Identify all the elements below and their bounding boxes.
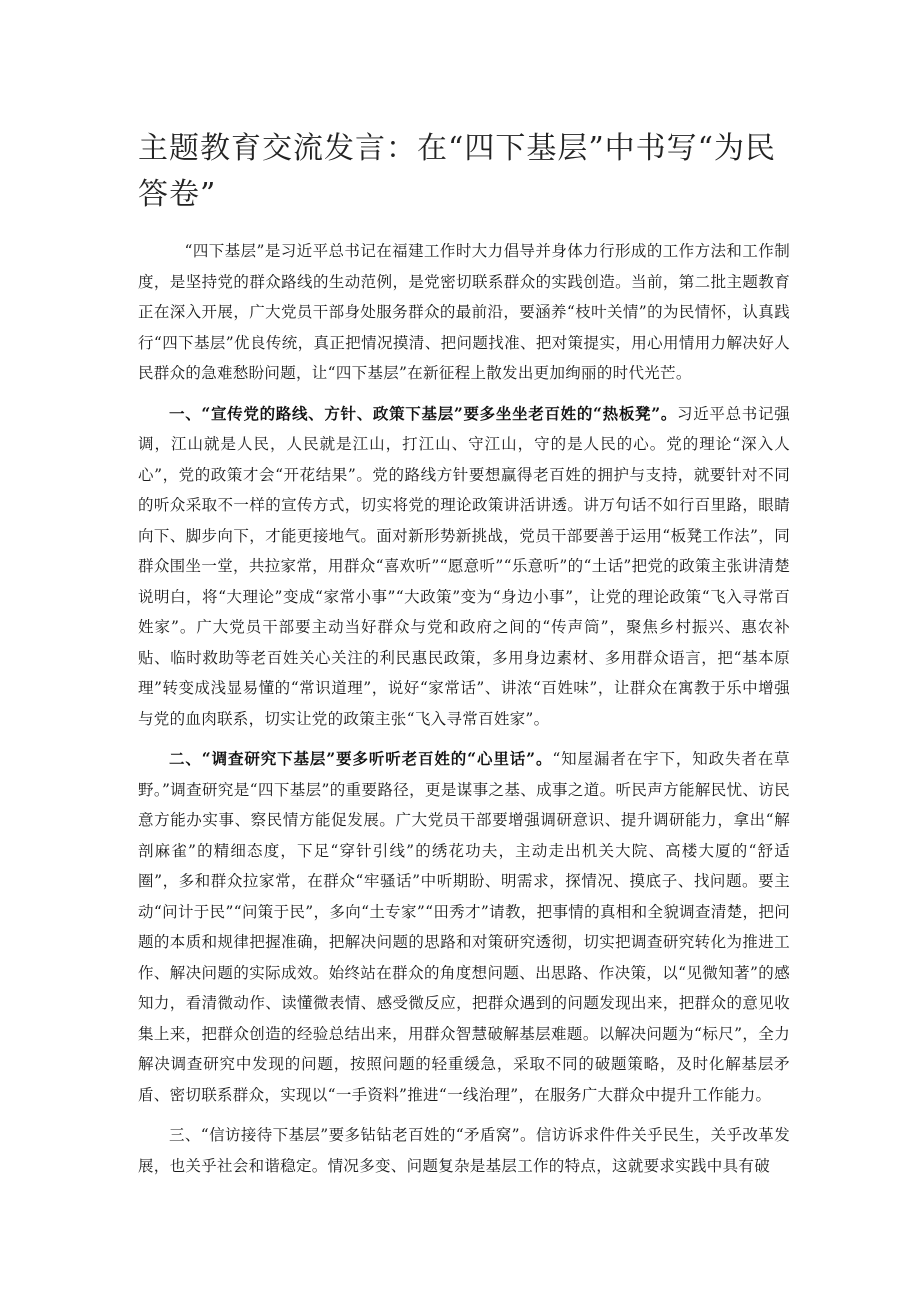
section-3-paragraph bbox=[138, 1120, 790, 1181]
section-2-paragraph bbox=[138, 744, 790, 1110]
section-1-paragraph bbox=[138, 399, 790, 735]
paragraph-text: “四下基层”是习近平总书记在福建工作时大力倡导并身体力行形成的工作方法和工作制度，是坚持党的群众路线的生动范例，是党密切联系群众的实践创造。当前，第二批主题教育正在深入开展，广大党员干部身处服务群众的最前沿，要涵养“枝叶关情”的为民情怀，认真践行“四下基层”优良传统，真正把情况摸清、把问题找准、把对策提实，用心用情用力解决好人民群众的急难愁盼问题，让“四下基层”在新征程上散发出更加绚丽的时代光芒。 bbox=[138, 242, 790, 382]
intro-paragraph bbox=[138, 236, 790, 389]
document-body bbox=[138, 236, 790, 1191]
paragraph-text: 习近平总书记强调，江山就是人民，人民就是江山，打江山、守江山，守的是人民的心。党的理论“深入人心”，党的政策才会“开花结果”。党的路线方针要想赢得老百姓的拥护与支持，就要针对不同的听众采取不一样的宣传方式，切实将党的理论政策讲活讲透。讲万句话不如行百里路，眼睛向下、脚步向下，才能更接地气。面对新形势新挑战，党员干部要善于运用“板凳工作法”，同群众围坐一堂，共拉家常，用群众“喜欢听”“愿意听”“乐意听”的“土话”把党的政策主张讲清楚说明白，将“大理论”变成“家常小事”“大政策”变为“身边小事”，让党的理论政策“飞入寻常百姓家”。广大党员干部要主动当好群众与党和政府之间的“传声筒”，聚焦乡村振兴、惠农补贴、临时救助等老百姓关心关注的利民惠民政策，多用身边素材、多用群众语言，把“基本原理”转变成浅显易懂的“常识道理”，说好“家常话”、讲浓“百姓味”，让群众在寓教于乐中增强与党的血肉联系，切实让党的政策主张“飞入寻常百姓家”。 bbox=[138, 404, 790, 728]
document-title: 主题教育交流发言：在“四下基层”中书写“为民答卷” bbox=[138, 131, 777, 212]
paragraph-text: “知屋漏者在宇下，知政失者在草野。”调查研究是“四下基层”的重要路径，更是谋事之基、成事之道。听民声方能解民忧、访民意方能办实事、察民情方能促发展。广大党员干部要增强调研意识、提升调研能力，拿出“解剖麻雀”的精细态度，下足“穿针引线”的绣花功夫，主动走出机关大院、高楼大厦的“舒适圈”，多和群众拉家常，在群众“牢骚话”中听期盼、明需求，探情况、摸底子、找问题。要主动“问计于民”“问策于民”，多向“土专家”“田秀才”请教，把事情的真相和全貌调查清楚，把问题的本质和规律把握准确，把解决问题的思路和对策研究透彻，切实把调查研究转化为推进工作、解决问题的实际成效。始终站在群众的角度想问题、出思路、作决策，以“见微知著”的感知力，看清微动作、读懂微表情、感受微反应，把群众遇到的问题发现出来，把群众的意见收集上来，把群众创造的经验总结出来，用群众智慧破解基层难题。以解决问题为“标尺”，全力解决调查研究中发现的问题，按照问题的轻重缓急，采取不同的破题策略，及时化解基层矛盾、密切联系群众，实现以“一手资料”推进“一线治理”，在服务广大群众中提升工作能力。 bbox=[138, 750, 790, 1104]
section-2-heading: 二、“调查研究下基层”要多听听老百姓的“心里话”。 bbox=[169, 749, 553, 768]
paragraph-text: 三、“信访接待下基层”要多钻钻老百姓的“矛盾窝”。信访诉求件件关乎民生，关乎改革发展，也关乎社会和谐稳定。情况多变、问题复杂是基层工作的特点，这就要求实践中具有破 bbox=[138, 1126, 790, 1175]
section-1-heading: 一、“宣传党的路线、方针、政策下基层”要多坐坐老百姓的“热板凳”。 bbox=[169, 403, 678, 423]
